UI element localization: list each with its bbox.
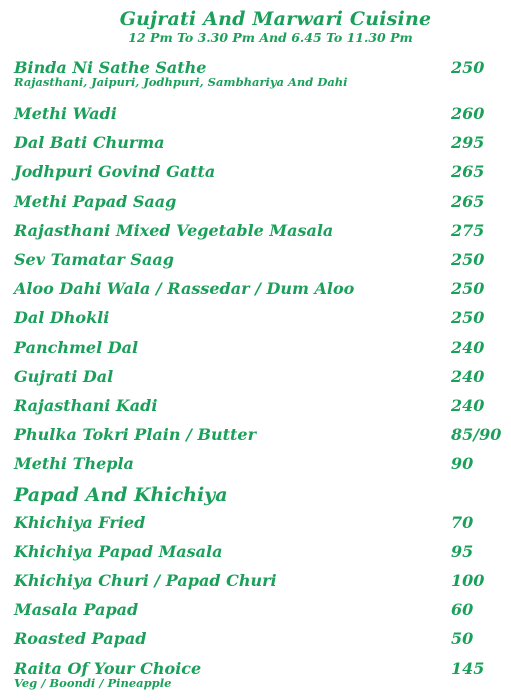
service-hours: 12 Pm To 3.30 Pm And 6.45 To 11.30 Pm: [128, 30, 413, 45]
item-price: 265: [451, 162, 485, 182]
page-title: Gujrati And Marwari Cuisine: [119, 8, 432, 30]
menu-item: [14, 452, 504, 481]
item-price: 145: [451, 658, 485, 678]
item-name: Khichiya Fried: [14, 512, 146, 532]
item-price: 250: [451, 58, 485, 77]
item-price: 60: [451, 600, 474, 620]
menu-item: [14, 598, 504, 627]
item-name: Raita Of Your Choice: [14, 658, 202, 678]
menu-item: [14, 627, 504, 656]
item-price: 240: [451, 395, 485, 415]
item-price: 50: [451, 629, 474, 649]
item-price: 275: [451, 220, 485, 240]
item-name: Jodhpuri Govind Gatta: [14, 162, 216, 182]
item-name: Methi Wadi: [14, 104, 117, 123]
item-price: 85/90: [451, 425, 502, 445]
item-name: Sev Tamatar Saag: [14, 249, 174, 269]
menu-item: [14, 248, 504, 277]
menu-item: [14, 306, 504, 335]
menu-item: [14, 160, 504, 189]
item-price: 240: [451, 366, 485, 386]
menu-item: [14, 394, 504, 423]
menu-item: [14, 657, 504, 690]
menu-header: [0, 8, 511, 45]
item-description: Veg / Boondi / Pineapple: [14, 675, 172, 690]
section-title: Papad And Khichiya: [14, 484, 228, 507]
menu-item: [14, 277, 504, 306]
menu-item: [14, 569, 504, 598]
menu-item: [14, 102, 504, 131]
item-name: Dal Dhokli: [14, 308, 110, 328]
menu-item: [14, 365, 504, 394]
item-price: 100: [451, 571, 485, 590]
menu-item: [14, 56, 504, 102]
item-price: 260: [451, 104, 485, 123]
item-name: Khichiya Papad Masala: [14, 541, 223, 561]
item-name: Khichiya Churi / Papad Churi: [14, 571, 277, 590]
item-name: Gujrati Dal: [14, 366, 114, 386]
item-name: Rajasthani Mixed Vegetable Masala: [14, 220, 334, 240]
menu-item: [14, 336, 504, 365]
menu-item: [14, 511, 504, 540]
item-name: Masala Papad: [14, 600, 139, 620]
menu-item: [14, 190, 504, 219]
item-name: Phulka Tokri Plain / Butter: [14, 425, 257, 445]
item-price: 70: [451, 512, 474, 532]
menu-list: [14, 56, 504, 690]
item-name: Dal Bati Churma: [14, 133, 165, 153]
item-name: Aloo Dahi Wala / Rassedar / Dum Aloo: [14, 279, 355, 299]
item-name: Methi Thepla: [14, 454, 134, 474]
menu-item: [14, 131, 504, 160]
item-name: Binda Ni Sathe Sathe: [14, 58, 207, 77]
item-price: 240: [451, 337, 485, 357]
menu-item: [14, 423, 504, 452]
item-name: Roasted Papad: [14, 629, 147, 649]
item-price: 250: [451, 308, 485, 328]
menu-item: [14, 219, 504, 248]
item-price: 95: [451, 541, 474, 561]
menu-item: [14, 540, 504, 569]
item-name: Rajasthani Kadi: [14, 395, 158, 415]
item-price: 265: [451, 191, 485, 211]
item-name: Methi Papad Saag: [14, 191, 177, 211]
item-price: 250: [451, 279, 485, 299]
item-price: 295: [451, 133, 485, 153]
item-price: 250: [451, 249, 485, 269]
section-heading: [14, 481, 504, 510]
item-price: 90: [451, 454, 474, 474]
item-name: Panchmel Dal: [14, 337, 139, 357]
item-description: Rajasthani, Jaipuri, Jodhpuri, Sambhariya And Dahi: [14, 75, 348, 89]
